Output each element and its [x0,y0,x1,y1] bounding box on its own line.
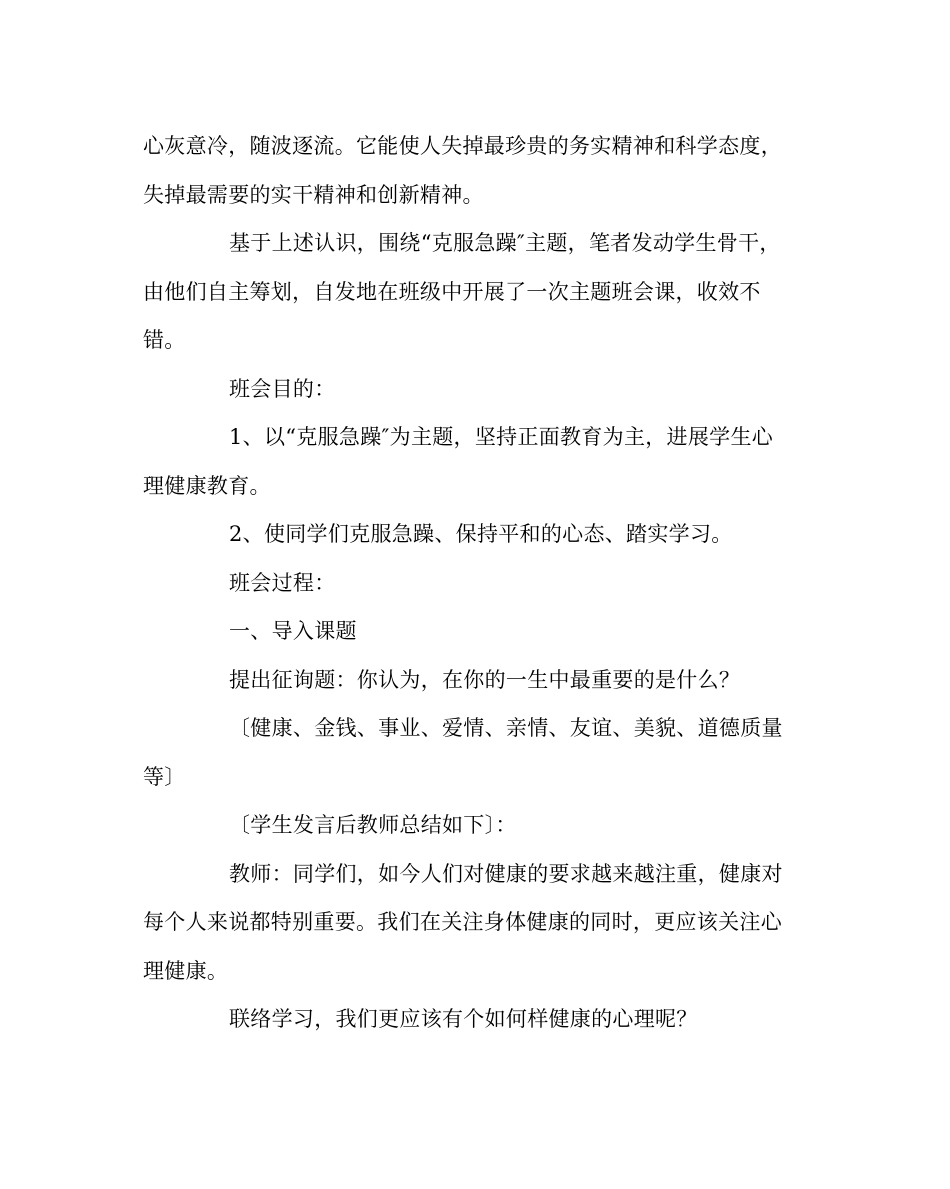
text-line: 由他们自主筹划，自发地在班级中开展了一次主题班会课，收效不 [143,279,761,304]
text-line: 理健康。 [143,958,229,983]
text-line: 〔学生发言后教师总结如下〕： [229,813,517,837]
text-line: 联络学习，我们更应该有个如何样健康的心理呢？ [229,1007,698,1031]
paragraph-11 [143,850,803,996]
text-line: 每个人来说都特别重要。我们在关注身体健康的同时，更应该关注心 [143,910,782,934]
section-heading: 班会目的： [229,376,336,401]
paragraph-2 [143,219,803,365]
text-line: 教师：同学们，如今人们对健康的要求越来越注重，健康对 [229,861,783,886]
paragraph-12 [143,995,803,1044]
paragraph-5 [143,510,803,559]
text-line: 1、以“克服急躁″为主题，坚持正面教育为主，进展学生心 [229,425,774,449]
paragraph-10 [143,801,803,850]
paragraph-6 [143,559,803,608]
text-line: 理健康教育。 [143,473,271,498]
text-line: 基于上述认识，围绕“克服急躁″主题，笔者发动学生骨干， [229,231,781,255]
section-heading: 班会过程： [229,570,336,595]
text-line: 提出征询题：你认为，在你的一生中最重要的是什么？ [229,667,741,692]
paragraph-4 [143,413,803,510]
paragraph-7 [143,607,803,656]
text-line: 心灰意冷，随波逐流。它能使人失掉最珍贵的务实精神和科学态度， [143,134,782,158]
document-body [143,122,803,1044]
text-line: 错。 [143,328,186,352]
text-line: 2、使同学们克服急躁、保持平和的心态、踏实学习。 [229,522,733,546]
paragraph-8 [143,656,803,705]
paragraph-3 [143,365,803,414]
paragraph-1 [143,122,803,219]
section-heading: 一、导入课题 [229,619,357,643]
text-line: 失掉最需要的实干精神和创新精神。 [143,182,484,207]
text-line: 等〕 [143,764,186,789]
text-line: 〔健康、金钱、事业、爱情、亲情、友谊、美貌、道德质量 [229,716,783,740]
paragraph-9 [143,704,803,801]
